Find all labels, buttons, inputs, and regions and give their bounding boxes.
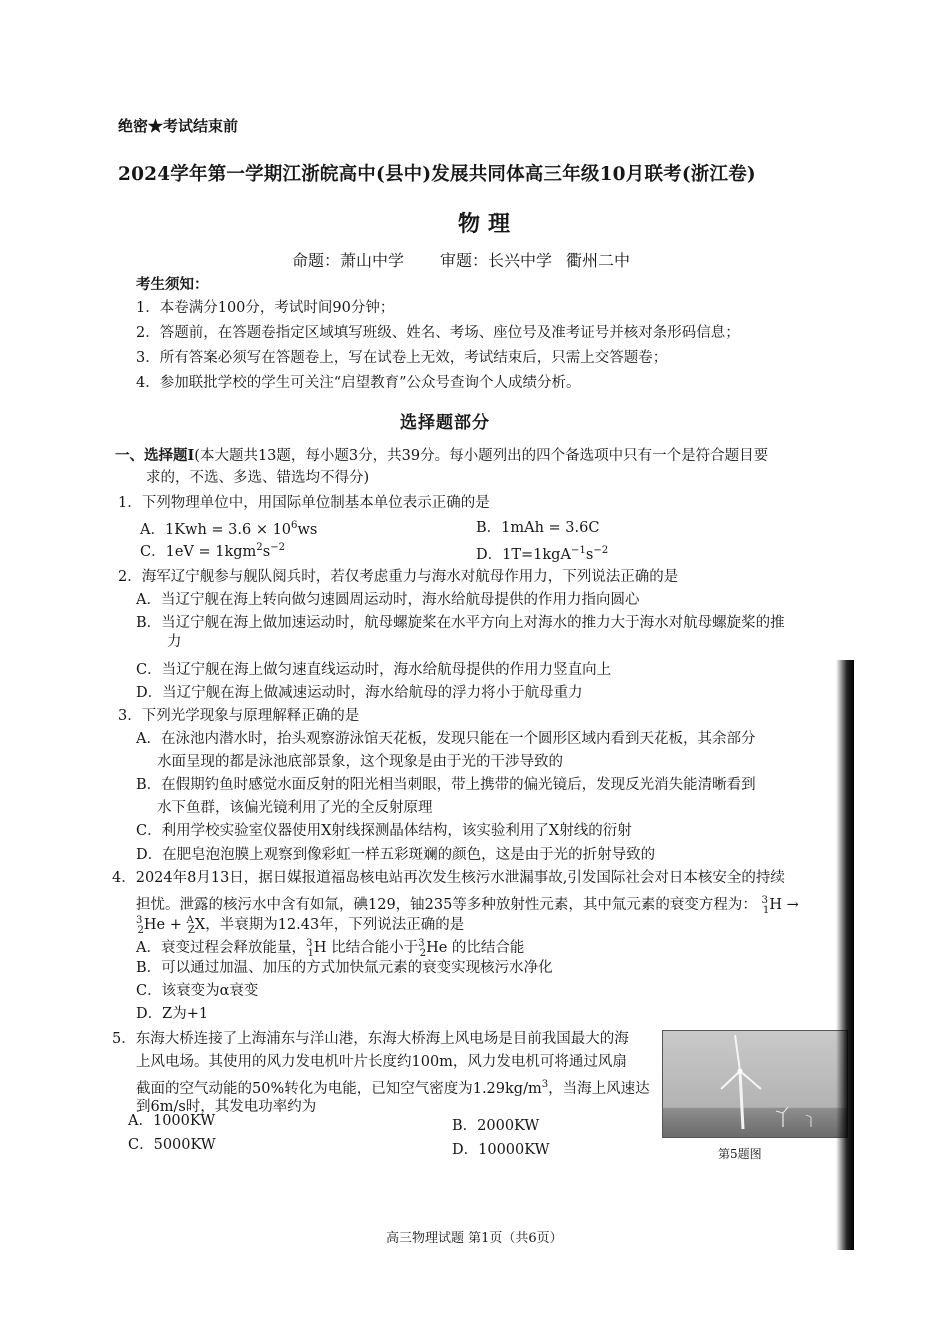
q5-option-a: A．1000KW (128, 1113, 216, 1129)
q5-option-c: C．5000KW (128, 1137, 216, 1153)
q4-option-d: D．Z为+1 (136, 1006, 209, 1022)
q2-option-a: A．当辽宁舰在海上转向做匀速圆周运动时，海水给航母提供的作用力指向圆心 (136, 592, 640, 608)
subject-title: 物理 (458, 211, 519, 237)
setter: 命题：萧山中学 (292, 251, 405, 270)
q5-line-1: 5．东海大桥连接了上海浦东与洋山港，东海大桥海上风电场是目前我国最大的海 (112, 1031, 629, 1047)
q2-option-b-1: B．当辽宁舰在海上做加速运动时，航母螺旋桨在水平方向上对海水的推力大于海水对航母螺旋桨的推 (136, 615, 785, 631)
q1-option-a: A．$1Kwh = 3.6 \times 10^6ws$ (140, 520, 318, 538)
q2-option-c: C．当辽宁舰在海上做匀速直线运动时，海水给航母提供的作用力竖直向上 (136, 662, 612, 678)
notice-item: 2．答题前，在答题卷指定区域填写班级、姓名、考场、座位号及准考证号并核对条形码信息； (136, 325, 740, 341)
q4-option-a: A．衰变过程会释放能量，$^3_1$H 比结合能小于$^3_2$He 的比结合能 (136, 938, 525, 959)
q5-option-b: B．2000KW (452, 1118, 540, 1134)
product-x-symbol: $^A_Z$X (186, 915, 206, 936)
wind-turbine-photo (662, 1030, 848, 1138)
q2-option-d: D．当辽宁舰在海上做减速运动时，海水给航母的浮力将小于航母重力 (136, 685, 583, 701)
part-heading (115, 445, 850, 489)
q3-option-b-2: 水下鱼群，该偏光镜利用了光的全反射原理 (157, 800, 433, 816)
secret-mark: 绝密★考试结束前 (118, 117, 239, 135)
q1-stem: 1．下列物理单位中，用国际单位制基本单位表示正确的是 (118, 495, 490, 511)
notice-heading: 考生须知： (136, 276, 209, 293)
q4-line-1: 4．2024年8月13日，据日媒报道福岛核电站再次发生核污水泄漏事故,引发国际社会对日本核安全的持续 (112, 870, 785, 886)
q5-line-4: 到6m/s时，其发电功率约为 (136, 1099, 317, 1115)
q4-option-b: B．可以通过加温、加压的方式加快氚元素的衰变实现核污水净化 (136, 960, 553, 976)
q1-option-c: C．$1eV = 1kgm^2s^{-2}$ (140, 542, 286, 560)
tritium-symbol: $^3_1$H (761, 895, 783, 916)
notice-item: 4．参加联批学校的学生可关注“启望教育”公众号查询个人成绩分析。 (136, 375, 581, 391)
q3-option-a-2: 水面呈现的都是泳池底部景象，这个现象是由于光的干涉导致的 (157, 754, 563, 770)
scan-edge-shadow (836, 660, 854, 1250)
q4-line-3: $^3_2$He + $^A_Z$X，半衰期为12.43年，下列说法正确的是 (136, 915, 465, 936)
exam-title: 2024学年第一学期江浙皖高中(县中)发展共同体高三年级10月联考(浙江卷) (118, 164, 756, 185)
part-desc-1: (本大题共13题，每小题3分，共39分。每小题列出的四个备选项中只有一个是符合题目要 (194, 448, 769, 464)
figure-caption: 第5题图 (718, 1147, 762, 1161)
q5-line-3: 截面的空气动能的50%转化为电能，已知空气密度为$1.29kg/m^3$，当海上风速达 (136, 1079, 650, 1097)
q3-option-a-1: A．在泳池内潜水时，抬头观察游泳馆天花板，发现只能在一个圆形区域内看到天花板，其余部分 (136, 731, 756, 747)
reviewer-2: 衢州二中 (566, 251, 631, 270)
page-footer: 高三物理试题 第1页（共6页） (386, 1231, 563, 1246)
q5-line-2: 上风电场。其使用的风力发电机叶片长度约100m，风力发电机可将通过风扇 (136, 1054, 627, 1070)
setters-line (292, 248, 666, 271)
q3-option-b-1: B．在假期钓鱼时感觉水面反射的阳光相当刺眼，带上携带的偏光镜后，发现反光消失能清晰看到 (136, 777, 756, 793)
q2-stem: 2．海军辽宁舰参与舰队阅兵时，若仅考虑重力与海水对航母作用力，下列说法正确的是 (118, 569, 679, 585)
q3-stem: 3．下列光学现象与原理解释正确的是 (118, 708, 360, 724)
notice-item: 1．本卷满分100分，考试时间90分钟； (136, 300, 395, 316)
q3-option-c: C．利用学校实验室仪器使用X射线探测晶体结构，该实验利用了X射线的衍射 (136, 823, 632, 839)
q4-line-2: 担忧。泄露的核污水中含有如氚，碘129，铀235等多种放射性元素，其中氚元素的衰变方程为： $^3_1$H → (136, 895, 799, 916)
q4-option-c: C．该衰变为α衰变 (136, 983, 259, 999)
q3-option-d: D．在肥皂泡泡膜上观察到像彩虹一样五彩斑斓的颜色，这是由于光的折射导致的 (136, 847, 656, 863)
notice-item: 3．所有答案必须写在答题卷上，写在试卷上无效，考试结束后，只需上交答题卷； (136, 350, 668, 366)
wind-turbine-icon (663, 1031, 847, 1137)
part-desc-2: 求的，不选、多选、错选均不得分) (146, 470, 370, 486)
q1-option-d: D．$1T=1kgA^{-1}s^{-2}$ (476, 545, 609, 563)
q1-option-b: B．1mAh = 3.6C (476, 520, 600, 536)
part-label: 一、选择题Ⅰ (115, 447, 195, 464)
q5-option-d: D．10000KW (452, 1142, 550, 1158)
q2-option-b-2: 力 (167, 634, 182, 650)
helium-symbol: $^3_2$He (136, 915, 166, 936)
reviewer: 审题：长兴中学 (440, 251, 553, 270)
section-title: 选择题部分 (400, 413, 490, 433)
